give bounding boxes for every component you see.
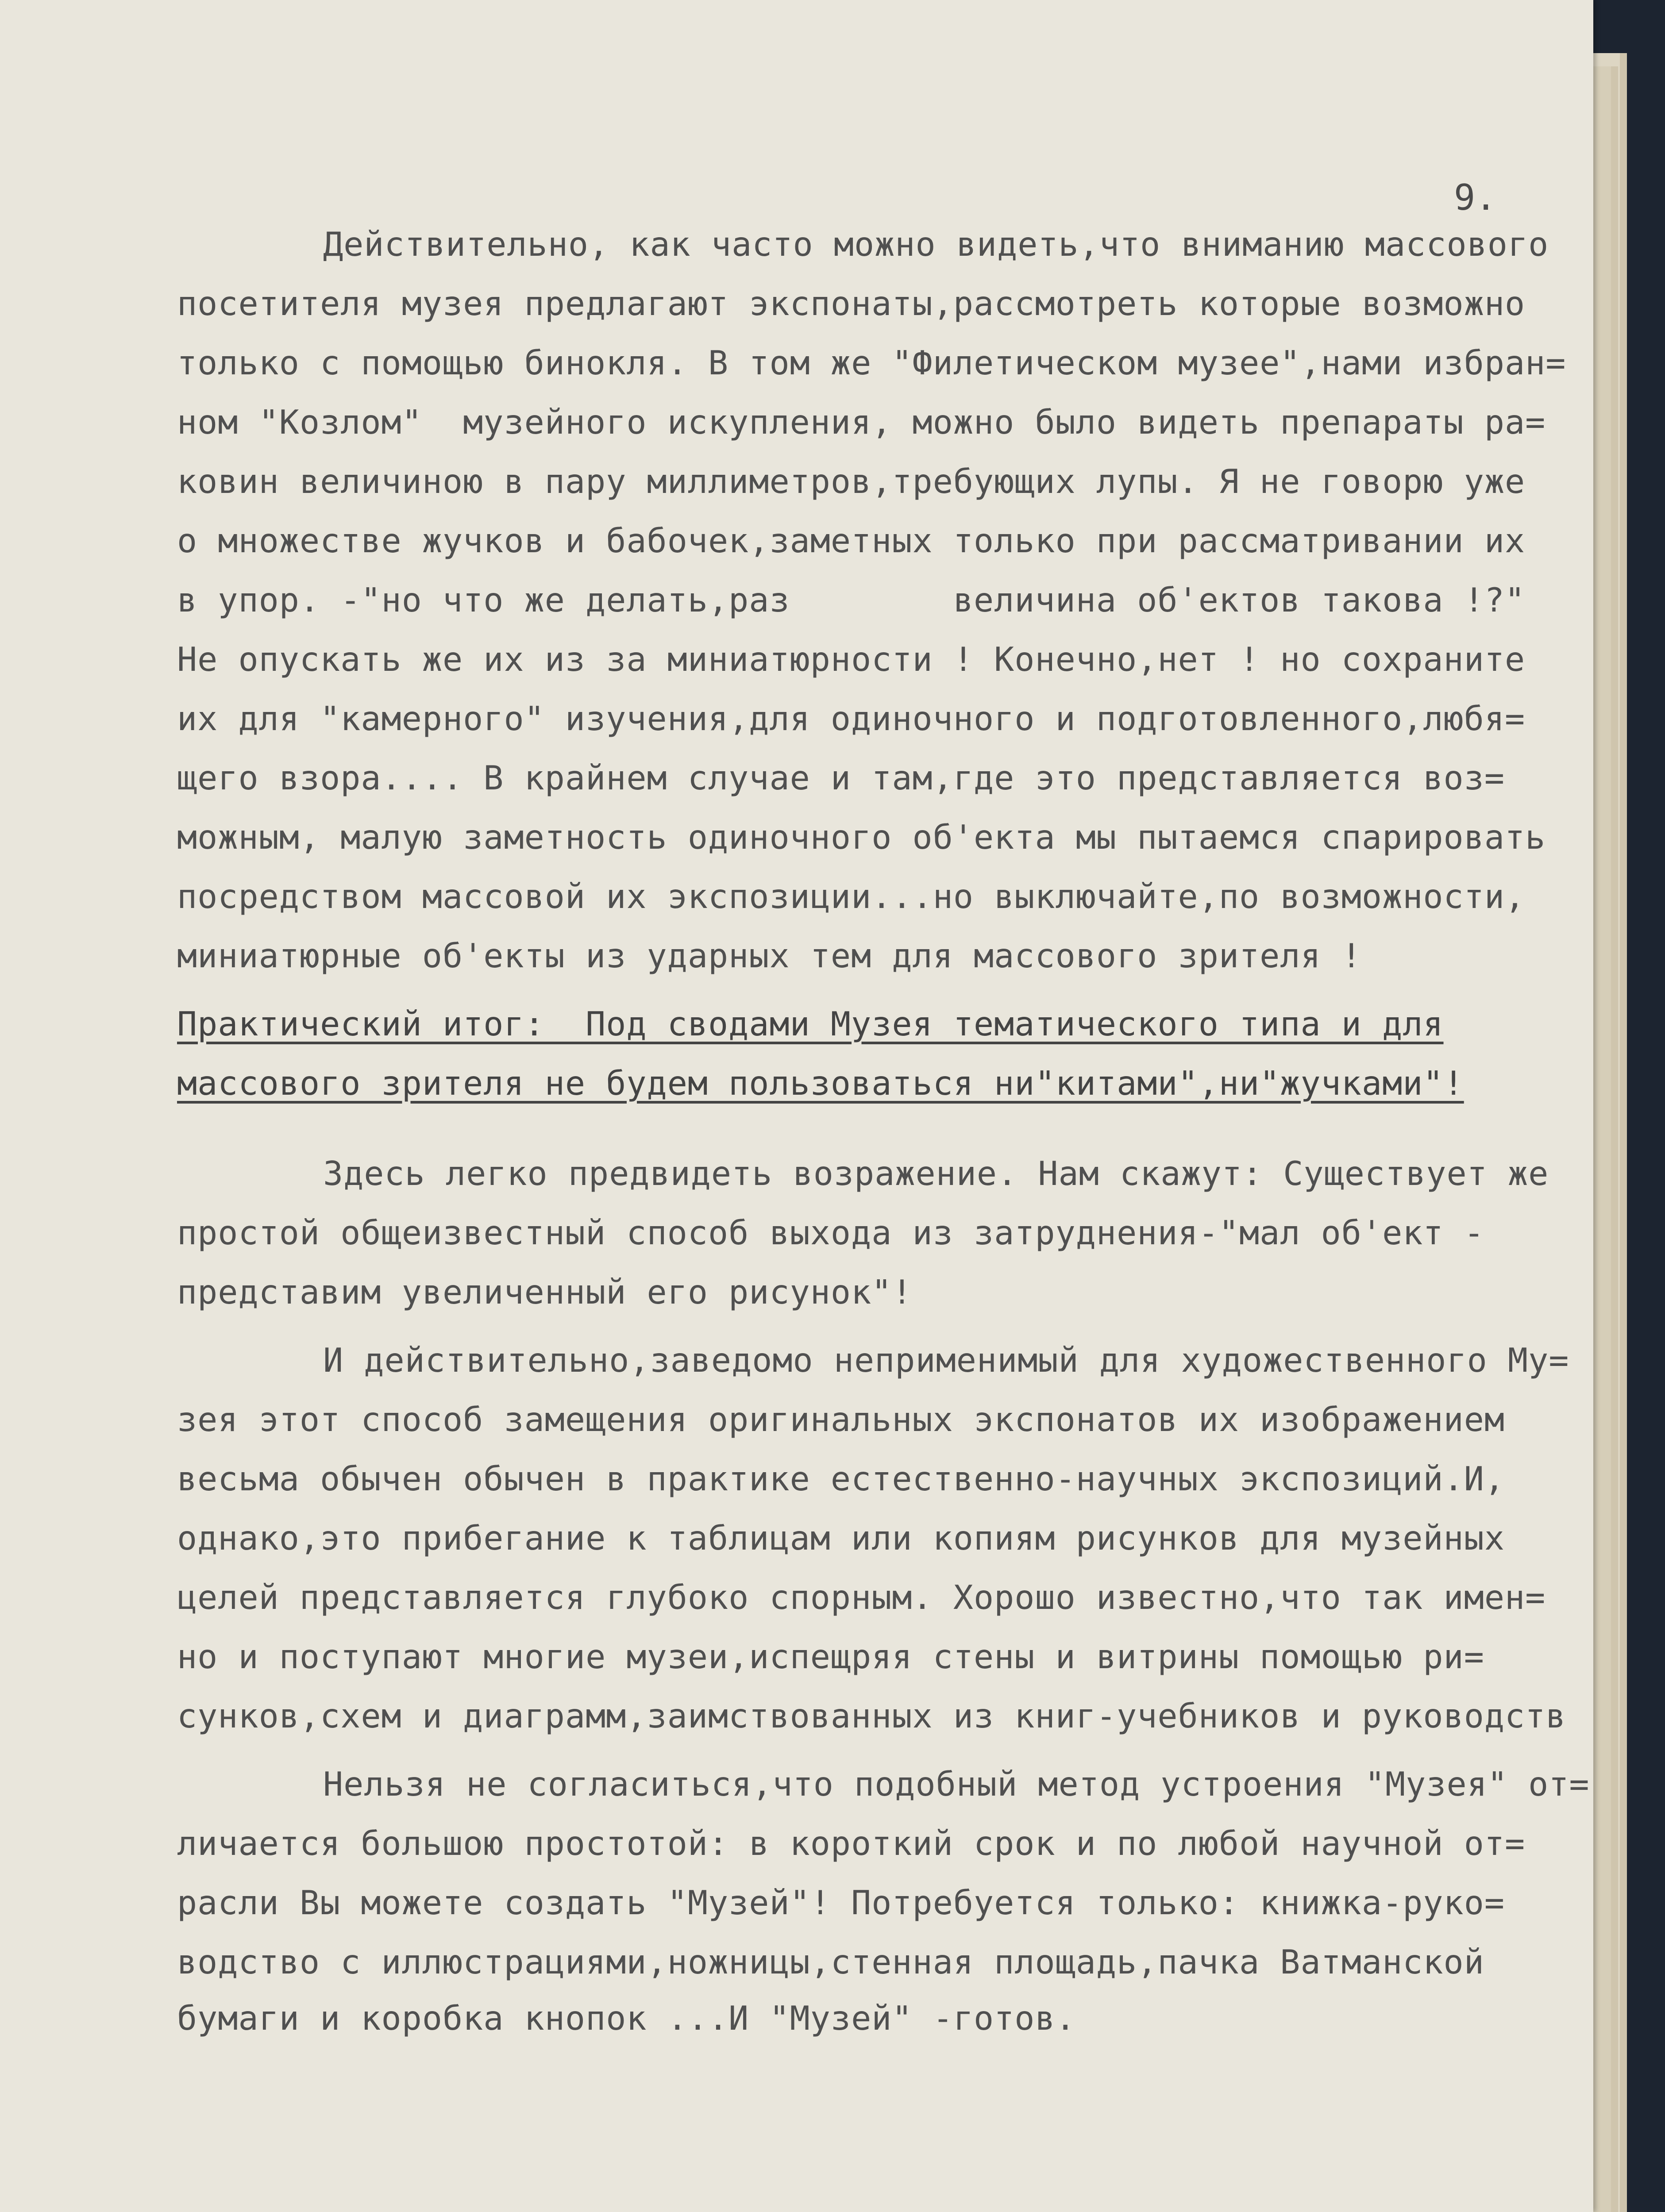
text-line: их для "камерного" изучения,для одиночного и подготовленного,любя= — [177, 699, 1526, 738]
text-line: Нельзя не согласиться,что подобный метод устроения "Музея" от= — [323, 1765, 1590, 1804]
body-text — [177, 215, 1590, 2045]
text-line: зея этот способ замещения оригинальных экспонатов их изображением — [177, 1400, 1505, 1439]
text-line: посредством массовой их экспозиции...но выключайте,по возможности, — [177, 877, 1526, 916]
text-line: весьма обычен обычен в практике естественно-научных экспозиций.И, — [177, 1459, 1505, 1498]
summary-line: массового зрителя не будем пользоваться ни"китами",ни"жучками"! — [177, 1064, 1464, 1103]
text-line: Здесь легко предвидеть возражение. Нам скажут: Существует же — [323, 1154, 1549, 1193]
text-line: Не опускать же их из за миниатюрности ! Конечно,нет ! но сохраните — [177, 640, 1526, 679]
text-line: щего взора.... В крайнем случае и там,где это представляется воз= — [177, 758, 1505, 797]
summary-line: Практический итог: Под сводами Музея тематического типа и для — [177, 1004, 1444, 1043]
text-line: И действительно,заведомо неприменимый для художественного Му= — [323, 1341, 1569, 1380]
page-number: 9. — [1454, 177, 1497, 218]
text-line: личается большою простотой: в короткий срок и по любой научной от= — [177, 1824, 1526, 1863]
text-line: бумаги и коробка кнопок ...И "Музей" -готов. — [177, 1999, 1076, 2038]
text-line: ковин величиною в пару миллиметров,требующих лупы. Я не говорю уже — [177, 462, 1526, 501]
text-line: но и поступают многие музеи,испещряя стены и витрины помощью ри= — [177, 1637, 1484, 1676]
text-line: о множестве жучков и бабочек,заметных только при рассматривании их — [177, 521, 1526, 560]
text-line: водство с иллюстрациями,ножницы,стенная площадь,пачка Ватманской — [177, 1943, 1484, 1981]
text-line: простой общеизвестный способ выхода из затруднения-"мал об'ект - — [177, 1213, 1484, 1252]
text-line: ном "Козлом" музейного искупления, можно было видеть препараты ра= — [177, 403, 1546, 442]
text-line: посетителя музея предлагают экспонаты,рассмотреть которые возможно — [177, 284, 1526, 323]
text-line: целей представляется глубоко спорным. Хорошо известно,что так имен= — [177, 1578, 1546, 1617]
text-line: можным, малую заметность одиночного об'екта мы пытаемся спарировать — [177, 818, 1546, 857]
text-line: представим увеличенный его рисунок"! — [177, 1273, 913, 1312]
text-line: Действительно, как часто можно видеть,что вниманию массового — [323, 225, 1549, 264]
text-line: миниатюрные об'екты из ударных тем для массового зрителя ! — [177, 936, 1362, 975]
text-line: расли Вы можете создать "Музей"! Потребуется только: книжка-руко= — [177, 1883, 1505, 1922]
text-line: в упор. -"но что же делать,раз величина об'ектов такова !?" — [177, 581, 1526, 619]
text-line: сунков,схем и диаграмм,заимствованных из книг-учебников и руководств — [177, 1697, 1566, 1735]
text-line: только с помощью бинокля. В том же "Филетическом музее",нами избран= — [177, 343, 1566, 382]
text-line: однако,это прибегание к таблицам или копиям рисунков для музейных — [177, 1519, 1505, 1558]
